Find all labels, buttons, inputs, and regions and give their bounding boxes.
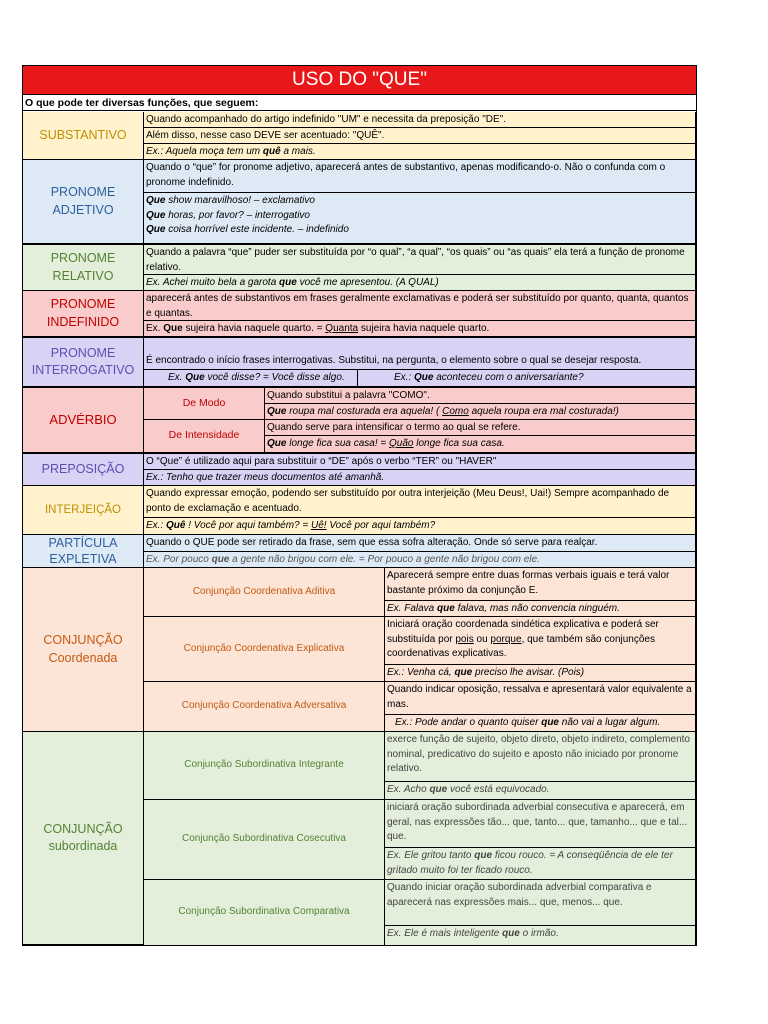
particula-rule: Quando o QUE pode ser retirado da frase, sem que essa sofra alteração. Onde só serve para realçar. [144, 535, 696, 552]
sub-comparativa: Conjunção Subordinativa Comparativa [144, 880, 385, 945]
sub-consecutiva: Conjunção Subordinativa Cosecutiva [144, 800, 385, 880]
interrogativo-example-2: Ex.: Que aconteceu com o aniversariante? [358, 370, 696, 388]
explicativa-rule: Iniciará oração coordenada sindética explicativa e poderá ser substituída por pois ou porque, que também são conjunções coordenativas explicativas. [385, 617, 696, 665]
aditiva-example: Ex. Falava que falava, mas não convencia ninguém. [385, 601, 696, 617]
adversativa-rule: Quando indicar oposição, ressalva e apresentará valor equivalente a mas. [385, 682, 696, 715]
interrogativo-example-1: Ex. Que você disse? = Você disse algo. [144, 370, 358, 388]
consecutiva-example: Ex. Ele gritou tanto que ficou rouco. = A conseqüência de ele ter gritado muito foi ter ficado rouco. [385, 848, 696, 880]
cat-preposicao: PREPOSIÇÃO [23, 454, 144, 486]
modo-rule: Quando substitui a palavra "COMO". [265, 388, 696, 404]
cat-particula-expletiva: PARTÍCULA EXPLETIVA [23, 535, 144, 568]
explicativa-example: Ex.: Venha cá, que preciso lhe avisar. (Pois) [385, 665, 696, 682]
adverbio-de-intensidade: De Intensidade [144, 420, 265, 454]
cat-adverbio: ADVÉRBIO [23, 388, 144, 454]
adversativa-example: Ex.: Pode andar o quanto quiser que não vai a lugar algum. [385, 715, 696, 732]
integrante-example: Ex. Acho que você está equivocado. [385, 782, 696, 800]
que-table [22, 65, 697, 946]
comparativa-rule: Quando iniciar oração subordinada adverbial comparativa e aparecerá nas expressões mais... que, menos... que. [385, 880, 696, 926]
interrogativo-rule: É encontrado o início frases interrogativas. Substitui, na pergunta, o elemento sobre o qual se desejar resposta. [144, 338, 696, 370]
intensidade-example: Que longe fica sua casa! = Quão longe fica sua casa. [265, 436, 696, 454]
cat-conjuncao-subordinada: CONJUNÇÃO subordinada [23, 732, 144, 945]
preposicao-rule: O “Que” é utilizado aqui para substituir o “DE” após o verbo “TER” ou "HAVER" [144, 454, 696, 470]
cat-pronome-adjetivo: PRONOME ADJETIVO [23, 160, 144, 244]
cat-conjuncao-coordenada: CONJUNÇÃO Coordenada [23, 568, 144, 732]
substantivo-rule-2: Além disso, nesse caso DEVE ser acentuado: "QUÊ". [144, 128, 696, 144]
adverbio-de-modo: De Modo [144, 388, 265, 420]
cat-pronome-relativo: PRONOME RELATIVO [23, 244, 144, 291]
cat-pronome-interrogativo: PRONOME INTERROGATIVO [23, 338, 144, 388]
substantivo-rule-1: Quando acompanhado do artigo indefinido "UM" e necessita da preposição "DE". [144, 112, 696, 128]
consecutiva-rule: iniciará oração subordinada adverbial consecutiva e aparecerá, em geral, nas expressões tão... que, tanto... que, tamanho... que e tal... que. [385, 800, 696, 848]
interjeicao-example: Ex.: Quê ! Você por aqui também? = Uê! Você por aqui também? [144, 518, 696, 535]
coord-explicativa: Conjunção Coordenativa Explicativa [144, 617, 385, 682]
sub-integrante: Conjunção Subordinativa Integrante [144, 732, 385, 800]
adjetivo-rule: Quando o “que” for pronome adjetivo, aparecerá antes de substantivo, apenas modificando-o. Não o confunda com o pronome indefinido. [144, 160, 696, 193]
indefinido-rule: aparecerá antes de substantivos em frases geralmente exclamativas e poderá ser substituído por quanto, quanta, quantos e quantas. [144, 291, 696, 321]
cat-substantivo: SUBSTANTIVO [23, 112, 144, 160]
relativo-rule: Quando a palavra “que” puder ser substituída por “o qual”, “a qual”, “os quais” ou “as quais” ela terá a função de pronome relativo. [144, 244, 696, 275]
relativo-example: Ex. Achei muito bela a garota que você me apresentou. (A QUAL) [144, 275, 696, 291]
coord-aditiva: Conjunção Coordenativa Aditiva [144, 568, 385, 617]
page-title: USO DO "QUE" [23, 66, 696, 95]
modo-example: Que roupa mal costurada era aquela! ( Como aquela roupa era mal costurada!) [265, 404, 696, 420]
integrante-rule: exerce função de sujeito, objeto direto, objeto indireto, complemento nominal, predicativo do sujeito e aposto não iniciado por pronome relativo. [385, 732, 696, 782]
substantivo-example: Ex.: Aquela moça tem um quê a mais. [144, 144, 696, 160]
coord-adversativa: Conjunção Coordenativa Adversativa [144, 682, 385, 732]
intro-text: O que pode ter diversas funções, que seguem: [23, 95, 696, 111]
comparativa-example: Ex. Ele é mais inteligente que o irmão. [385, 926, 696, 945]
aditiva-rule: Aparecerá sempre entre duas formas verbais iguais e terá valor bastante próximo da conjunção E. [385, 568, 696, 601]
adjetivo-examples: Que show maravilhoso! – exclamativo Que horas, por favor? – interrogativo Que coisa horrível este incidente. – indefinido [144, 193, 696, 244]
intensidade-rule: Quando serve para intensificar o termo ao qual se refere. [265, 420, 696, 436]
interjeicao-rule: Quando expressar emoção, podendo ser substituído por outra interjeição (Meu Deus!, Uai!) Sempre acompanhado de ponto de exclamação e acentuado. [144, 486, 696, 518]
particula-example: Ex. Por pouco que a gente não brigou com ele. = Por pouco a gente não brigou com ele. [144, 552, 696, 568]
cat-interjeicao: INTERJEIÇÃO [23, 486, 144, 535]
indefinido-example: Ex. Que sujeira havia naquele quarto. = Quanta sujeira havia naquele quarto. [144, 321, 696, 338]
cat-pronome-indefinido: PRONOME INDEFINIDO [23, 291, 144, 338]
preposicao-example: Ex.: Tenho que trazer meus documentos até amanhã. [144, 470, 696, 486]
